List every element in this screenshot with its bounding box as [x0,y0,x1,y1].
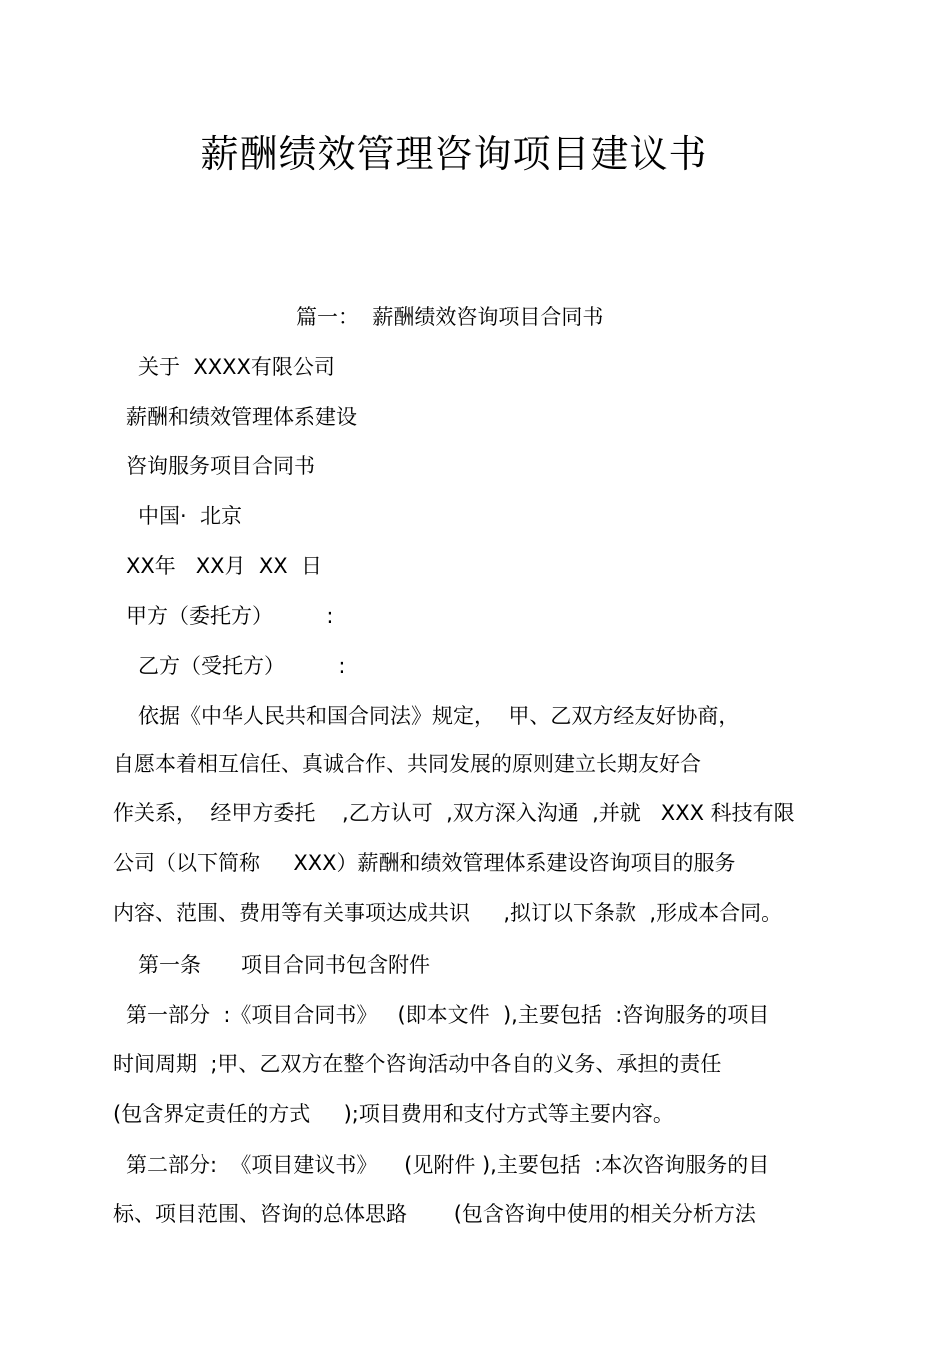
paragraph-line: (包含界定责任的方式 );项目费用和支付方式等主要内容。 [113,1102,674,1126]
party-b-line: 乙方（受托方） : [138,654,346,678]
date-line: XX年 XX月 XX 日 [126,554,323,578]
paragraph-line: 依据《中华人民共和国合同法》规定， 甲、乙双方经友好协商， [138,704,740,728]
party-a-line: 甲方（委托方） : [126,604,334,628]
paragraph-line: 自愿本着相互信任、真诚合作、共同发展的原则建立长期友好合 [113,752,701,776]
paragraph-line: 内容、范围、费用等有关事项达成共识 ,拟订以下条款 ,形成本合同。 [113,901,783,925]
paragraph-line: 时间周期 ;甲、乙双方在整个咨询活动中各自的义务、承担的责任 [113,1052,722,1076]
text-line: 中国· 北京 [138,504,243,528]
section-heading: 篇一： 薪酬绩效咨询项目合同书 [296,305,604,329]
paragraph-line: 标、项目范围、咨询的总体思路 (包含咨询中使用的相关分析方法 [113,1202,756,1226]
document-title: 薪酬绩效管理咨询项目建议书 [200,132,708,176]
paragraph-line: 作关系， 经甲方委托 ,乙方认可 ,双方深入沟通 ,并就 XXX 科技有限 [113,801,795,825]
paragraph-line: 第二部分: 《项目建议书》 (见附件 ),主要包括 :本次咨询服务的目 [126,1153,770,1177]
text-line: 关于 XXXX有限公司 [138,355,335,379]
paragraph-line: 第一部分 :《项目合同书》 (即本文件 ),主要包括 :咨询服务的项目 [126,1003,770,1027]
article-heading: 第一条 项目合同书包含附件 [138,953,431,977]
text-line: 咨询服务项目合同书 [126,454,315,478]
paragraph-line: 公司（以下简称 XXX）薪酬和绩效管理体系建设咨询项目的服务 [113,851,736,875]
text-line: 薪酬和绩效管理体系建设 [126,405,357,429]
